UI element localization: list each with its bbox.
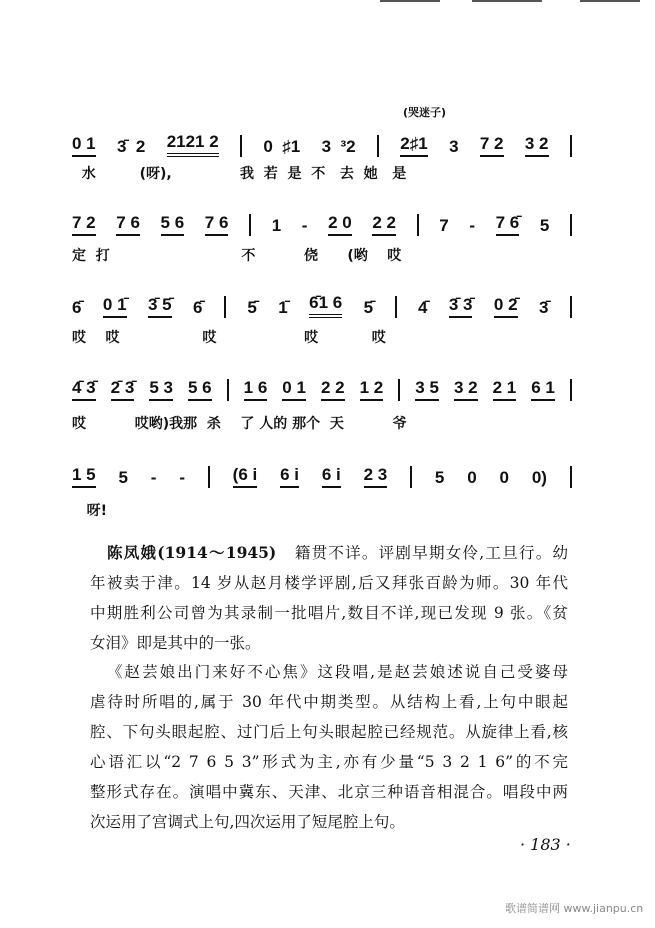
note-group: - xyxy=(150,468,157,487)
note-group: 1̄ xyxy=(278,298,288,317)
text-line: 中期胜利公司曾为其录制一批唱片,数目不详,现已发现 9 张。《贫 xyxy=(90,604,568,622)
note-group: 3̄ xyxy=(538,298,549,317)
note-group: 0) xyxy=(531,468,547,487)
top-rule xyxy=(380,0,440,2)
note-group: 2 2 xyxy=(372,213,396,236)
note-group: 3̄ 5̄ xyxy=(148,295,172,318)
barline xyxy=(224,296,226,318)
note-group: 5̄ xyxy=(363,298,374,317)
barline xyxy=(570,466,572,488)
note-group: 3 2 xyxy=(454,378,478,401)
note-group: 7 6 xyxy=(116,213,140,236)
note-group: 7 2 xyxy=(72,213,96,236)
lyrics-row: 呀! xyxy=(72,503,108,519)
note-group: 4̄ 3̄ xyxy=(72,378,96,401)
top-rule xyxy=(580,0,640,2)
note-group: 7 xyxy=(439,216,449,235)
text-line: 虐待时所唱的,属于 30 年代中期类型。从结构上看,上句中眼起 xyxy=(90,693,568,711)
note-group: 1 2 xyxy=(360,378,384,401)
section-label: (哭迷子) xyxy=(403,106,447,119)
note-group: 6̄ xyxy=(72,298,82,317)
note-group: 7 6̄ xyxy=(496,213,520,236)
notation-row xyxy=(72,465,572,488)
note-group: 6̄ xyxy=(193,298,203,317)
note-group: 3 ³2 xyxy=(321,137,356,156)
note-group: 5 3 xyxy=(149,378,173,401)
note-group: 0 ♯1 xyxy=(263,137,301,156)
text-line: 整形式存在。演唱中冀东、天津、北京三种语音相混合。唱段中两 xyxy=(90,783,568,801)
lyrics-row: 定 打 不 侥 (哟 哎 xyxy=(72,248,402,264)
barline xyxy=(395,296,397,318)
note-group: 5̄ xyxy=(247,298,257,317)
note-group: 0 1 xyxy=(282,378,306,401)
notation-row xyxy=(72,293,572,318)
note-group: 3 5 xyxy=(415,378,439,401)
barline xyxy=(570,379,572,401)
note-group: 7 6 xyxy=(205,213,229,236)
lyrics-row: 水 (呀), 我 若 是 不 去 她 是 xyxy=(72,166,407,182)
paragraph-1 xyxy=(90,538,568,658)
text-line: 腔、下句头眼起腔、过门后上句头眼起腔已经规范。从旋律上看,核 xyxy=(90,723,568,741)
lyrics-row: 哎 哎 哎 哎 哎 xyxy=(72,330,386,346)
text-line: 女泪》即是其中的一张。 xyxy=(90,634,261,652)
note-group: 1 5 xyxy=(72,465,96,488)
barline xyxy=(208,466,210,488)
text-line: 《赵芸娘出门来好不心焦》这段唱,是赵芸娘述说自己受婆母 xyxy=(107,663,568,681)
note-group: 2 3 xyxy=(364,465,388,488)
note-group: 6 1 xyxy=(531,378,555,401)
note-group: (6 i xyxy=(233,465,258,488)
barline xyxy=(410,466,412,488)
barline xyxy=(377,135,379,157)
note-group: 3̄ 3̄ xyxy=(449,295,473,318)
note-group: 3 2 xyxy=(525,134,549,157)
lyrics-row: 哎 哎哟)我那 杀 了 人的 那个 天 爷 xyxy=(72,416,407,432)
barline xyxy=(227,379,229,401)
note-group: 3̄ 2 xyxy=(116,137,146,156)
text-run: 籍贯不详。评剧早期女伶,工旦行。幼 xyxy=(294,544,568,562)
top-rule xyxy=(472,0,542,2)
paragraph-2 xyxy=(90,657,568,837)
notation-row xyxy=(72,213,572,236)
note-group: 0 xyxy=(499,468,509,487)
barline xyxy=(570,214,572,236)
note-group: - xyxy=(301,216,308,235)
notation-row xyxy=(72,132,572,157)
text-line: 年被卖于津。14 岁从赵月楼学评剧,后又拜张百龄为师。30 年代 xyxy=(90,574,568,592)
note-group: 3 xyxy=(449,137,459,156)
note-group: 2♯1 xyxy=(400,134,427,157)
watermark: 歌谱简谱网 www.jianpu.cn xyxy=(505,902,644,915)
note-group: 6 i xyxy=(280,465,299,488)
note-group: 5 xyxy=(118,468,128,487)
note-group: 6̄1 6 xyxy=(309,293,342,318)
barline xyxy=(417,214,419,236)
note-group: 7 2 xyxy=(480,134,504,157)
barline xyxy=(570,135,572,157)
text-line: 心语汇以“2 7 6 5 3”形式为主,亦有少量“5 3 2 1 6”的不完 xyxy=(90,753,568,771)
note-group: 2̄ 3̄ xyxy=(111,378,135,401)
note-group: 2 0 xyxy=(328,213,352,236)
note-group: 5 xyxy=(434,468,445,487)
note-group: 1 xyxy=(271,216,282,235)
article-heading: 陈凤娥(1914～1945) xyxy=(107,543,277,562)
barline xyxy=(570,296,572,318)
note-group: - xyxy=(179,468,185,487)
note-group: 5 6 xyxy=(188,378,212,401)
page-number: · 183 · xyxy=(520,835,571,854)
barline xyxy=(249,214,251,236)
note-group: 2 1 xyxy=(493,378,517,401)
note-group: 6 i xyxy=(322,465,341,488)
barline xyxy=(240,135,242,157)
note-group: 0 2̄ xyxy=(494,295,518,318)
note-group: 5 6 xyxy=(161,213,185,236)
text-line: 次运用了宫调式上句,四次运用了短尾腔上句。 xyxy=(90,813,405,831)
note-group: 1 6 xyxy=(244,378,268,401)
note-group: 0 1̄ xyxy=(103,295,127,318)
note-group: 4̄ xyxy=(417,298,428,317)
notation-row xyxy=(72,378,572,401)
text-line xyxy=(90,538,568,568)
note-group: 0 1 xyxy=(72,134,96,157)
note-group: 2 2 xyxy=(321,378,345,401)
note-group: 0 xyxy=(467,468,477,487)
barline xyxy=(398,379,400,401)
note-group: 5 xyxy=(539,216,550,235)
note-group: 2121 2 xyxy=(167,132,219,157)
note-group: - xyxy=(469,216,475,235)
